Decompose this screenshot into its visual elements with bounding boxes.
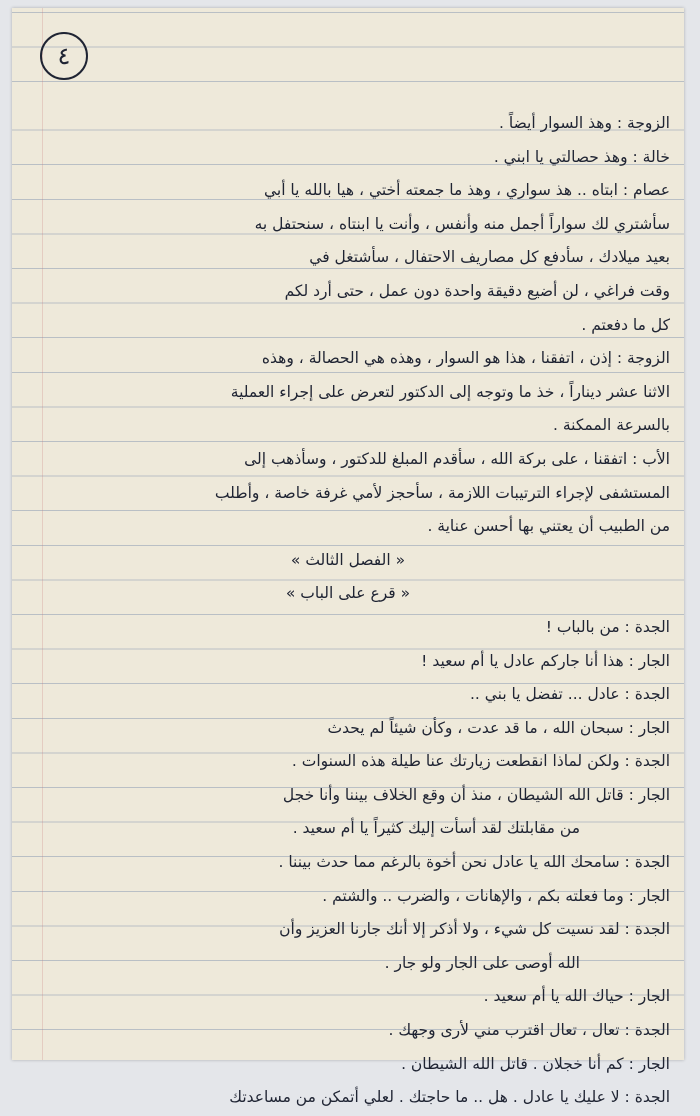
text-line: بعيد ميلادك ، سأدفع كل مصاريف الاحتفال ، سأشتغل في [309,248,670,267]
text-line: الجار : وما فعلته بكم ، والإهانات ، والضرب .. والشتم . [322,886,670,905]
text-line: الجار : حياك الله يا أم سعيد . [483,987,670,1006]
text-line: كل ما دفعتم . [581,315,670,334]
text-line: الجار : سبحان الله ، ما قد عدت ، وكأن شيئاً لم يحدث [327,718,670,737]
text-line: الجدة : ولكن لماذا انقطعت زيارتك عنا طيلة هذه السنوات . [291,752,670,771]
page-number: ٤ [40,32,88,80]
text-line: الجدة : لقد نسيت كل شيء ، ولا أذكر إلا أنك جارنا العزيز وأن [279,920,670,939]
text-line: الجدة : تعال ، تعال اقترب مني لأرى وجهك . [388,1021,670,1040]
text-line: الجار : هذا أنا جاركم عادل يا أم سعيد ! [421,651,670,670]
text-line: المستشفى لإجراء الترتيبات اللازمة ، سأحجز لأمي غرفة خاصة ، وأطلب [214,483,670,502]
text-line: الاثنا عشر ديناراً ، خذ ما وتوجه إلى الدكتور لتعرض على إجراء العملية [230,382,670,401]
handwritten-text [26,108,670,1116]
text-line: خالة : وهذ حصالتي يا ابني . [493,147,670,166]
notebook-page [12,8,684,1107]
text-line: بالسرعة الممكنة . [553,416,670,435]
text-line: عصام : ابتاه .. هذ سواري ، وهذ ما جمعته أختي ، هيا بالله يا أبي [263,181,670,200]
text-line: من الطبيب أن يعتني بها أحسن عناية . [427,517,670,536]
text-line: « الفصل الثالث » [290,550,406,569]
text-line: الجدة : عادل ... تفضل يا بني .. [469,685,670,704]
text-line: الزوجة : وهذ السوار أيضاً . [499,114,670,132]
text-line: من مقابلتك لقد أسأت إليك كثيراً يا أم سعيد . [292,819,580,838]
text-line: وقت فراغي ، لن أضيع دقيقة واحدة دون عمل ، حتى أرد لكم [284,281,670,300]
text-line: الله أوصى على الجار ولو جار . [384,953,580,972]
text-line: « قرع على الباب » [285,584,411,603]
text-line: الأب : اتفقنا ، على بركة الله ، سأقدم المبلغ للدكتور ، وسأذهب إلى [244,449,670,468]
text-line: الجار : كم أنا خجلان . قاتل الله الشيطان . [401,1054,670,1073]
text-line: الجدة : من بالباب ! [545,617,670,636]
text-line: سأشتري لك سواراً أجمل منه وأنفس ، وأنت يا ابنتاه ، سنحتفل به [254,214,670,233]
text-line: الجدة : سامحك الله يا عادل نحن أخوة بالرغم مما حدث بيننا . [278,853,670,872]
text-line: الجدة : لا عليك يا عادل . هل .. ما حاجتك . لعلي أتمكن من مساعدتك [229,1088,670,1107]
text-line: الزوجة : إذن ، اتفقنا ، هذا هو السوار ، وهذه هي الحصالة ، وهذه [261,349,670,368]
text-line: الجار : قاتل الله الشيطان ، منذ أن وقع الخلاف بيننا وأنا خجل [282,785,670,804]
